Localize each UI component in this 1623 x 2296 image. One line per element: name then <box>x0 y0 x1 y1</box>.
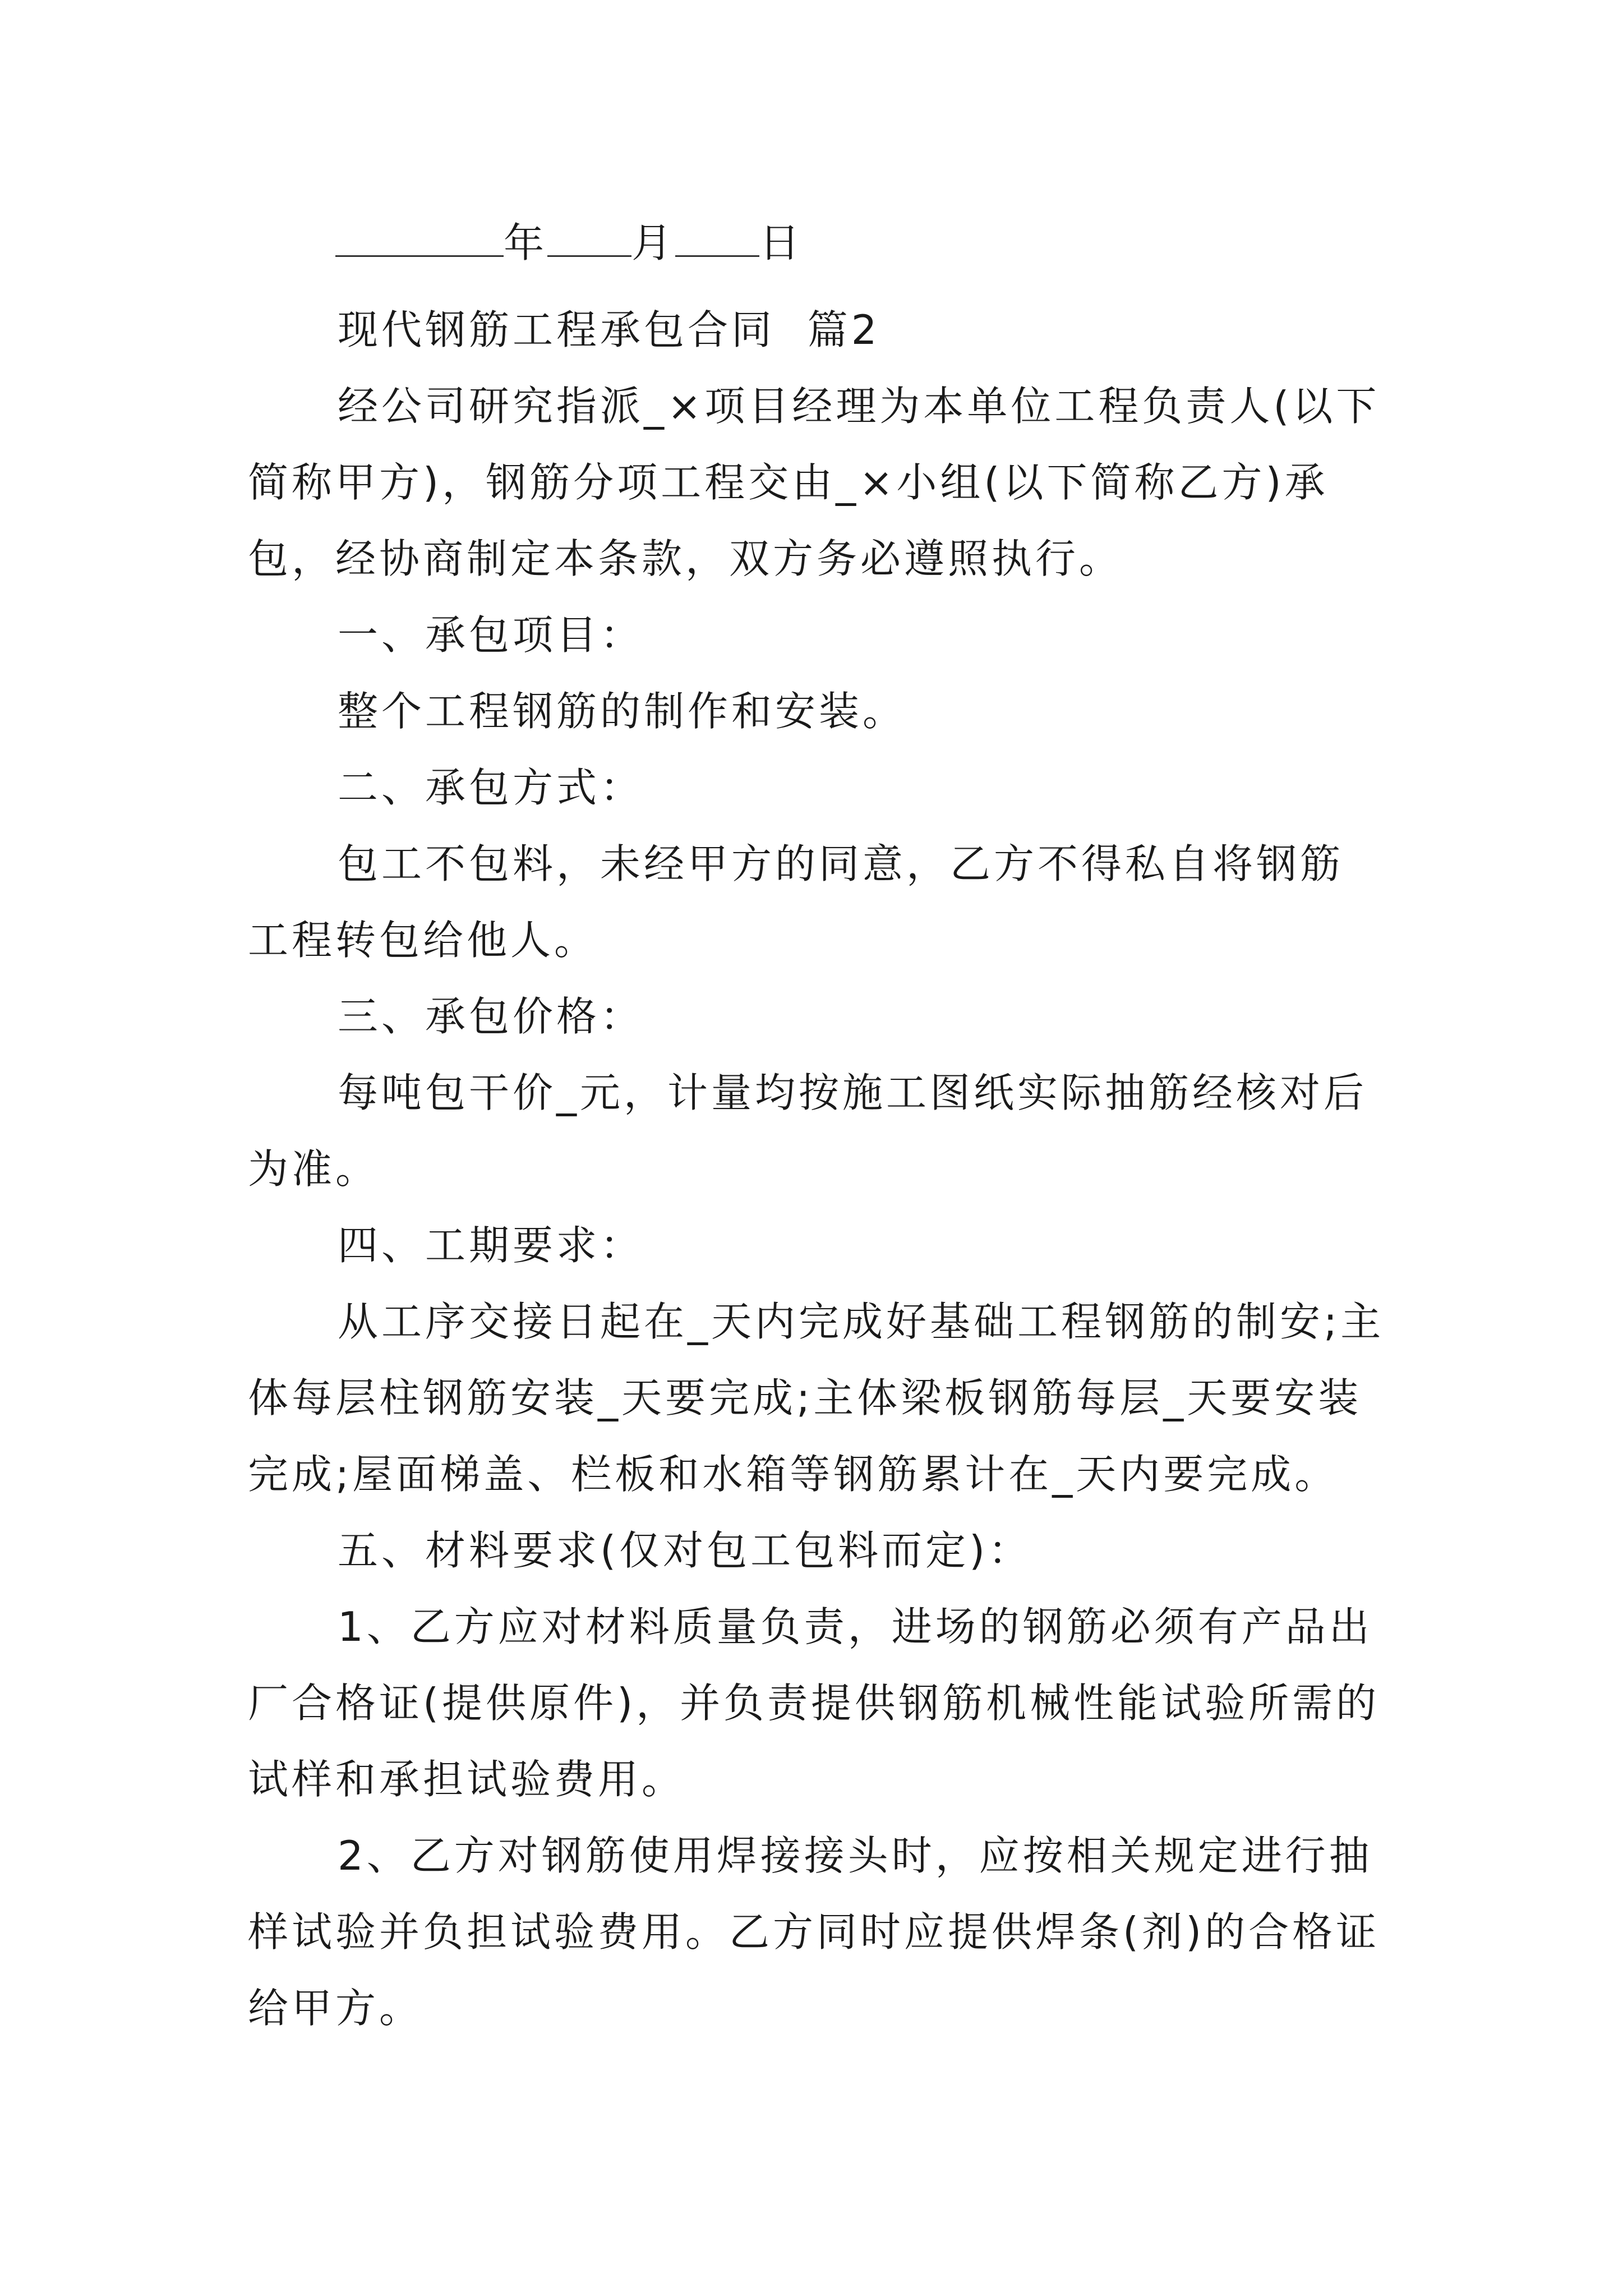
document-body <box>248 292 1385 2046</box>
contract-title: 现代钢筋工程承包合同 篇2 <box>338 306 880 353</box>
paragraph-intro: 经公司研究指派_×项目经理为本单位工程负责人(以下简称甲方)，钢筋分项工程交由_×小组(以下简称乙方)承包，经协商制定本条款，双方务必遵照执行。 <box>248 383 1380 582</box>
section-5-item-2: 2、乙方对钢筋使用焊接接头时，应按相关规定进行抽样试验并负担试验费用。乙方同时应提供焊条(剂)的合格证给甲方。 <box>248 1832 1380 2032</box>
section-1-body: 整个工程钢筋的制作和安装。 <box>338 688 907 735</box>
section-5-item-1: 1、乙方应对材料质量负责，进场的钢筋必须有产品出厂合格证(提供原件)，并负责提供钢筋机械性能试验所需的试样和承担试验费用。 <box>248 1603 1380 1803</box>
section-2-heading: 二、承包方式： <box>338 764 644 811</box>
section-3-heading: 三、承包价格： <box>338 993 644 1040</box>
year-blank[interactable] <box>335 220 504 257</box>
section-4-body: 从工序交接日起在_天内完成好基础工程钢筋的制安;主体每层柱钢筋安装_天要完成;主体梁板钢筋每层_天要安装完成;屋面梯盖、栏板和水箱等钢筋累计在_天内要完成。 <box>248 1298 1385 1498</box>
day-blank[interactable] <box>675 220 759 257</box>
signature-date-line <box>335 212 803 274</box>
section-2-body: 包工不包料，未经甲方的同意，乙方不得私自将钢筋工程转包给他人。 <box>248 840 1344 964</box>
section-4-heading: 四、工期要求： <box>338 1222 644 1269</box>
section-5-heading: 五、材料要求(仅对包工包料而定)： <box>338 1527 1032 1574</box>
month-blank[interactable] <box>547 220 631 257</box>
section-3-body: 每吨包干价_元，计量均按施工图纸实际抽筋经核对后为准。 <box>248 1069 1368 1193</box>
year-label: 年 <box>504 219 548 266</box>
day-label: 日 <box>759 219 804 266</box>
month-label: 月 <box>631 219 676 266</box>
section-1-heading: 一、承包项目： <box>338 611 644 659</box>
